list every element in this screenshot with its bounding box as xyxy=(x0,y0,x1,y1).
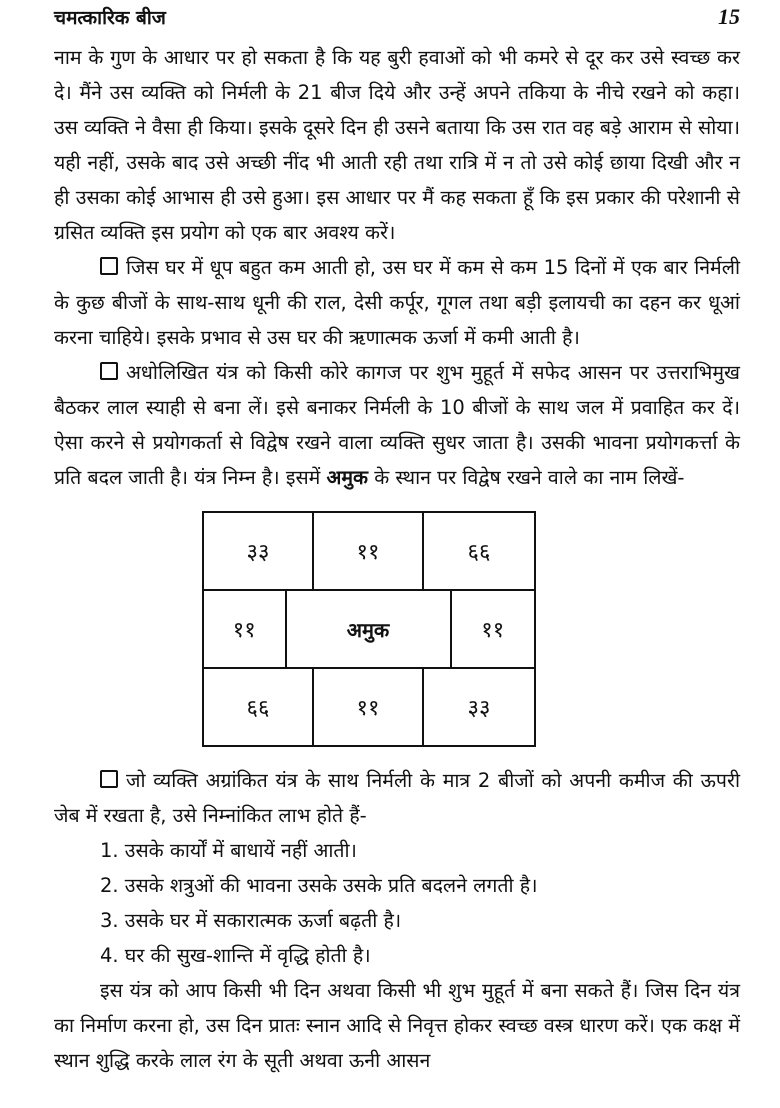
list-item: 4. घर की सुख-शान्ति में वृद्धि होती है। xyxy=(100,944,371,967)
page-header xyxy=(54,0,740,40)
yantra-cell: ११ xyxy=(204,591,287,667)
page-number: 15 xyxy=(718,4,740,29)
yantra-grid xyxy=(202,511,536,747)
yantra-cell: ११ xyxy=(314,513,424,589)
benefits-list xyxy=(54,833,740,973)
yantra-row-3 xyxy=(204,669,534,745)
yantra-cell: ६६ xyxy=(204,669,314,745)
yantra-cell: ११ xyxy=(481,618,505,643)
paragraph-4 xyxy=(54,763,740,833)
list-item: 2. उसके शत्रुओं की भावना उसके उसके प्रति बदलने लगती है। xyxy=(100,874,538,897)
list-item: 3. उसके घर में सकारात्मक ऊर्जा बढ़ती है। xyxy=(100,909,402,932)
yantra-cell: ६६ xyxy=(467,540,491,565)
checkbox-bullet-icon xyxy=(100,770,118,788)
checkbox-bullet-icon xyxy=(100,257,118,275)
yantra-row-1 xyxy=(204,513,534,591)
list-item: 1. उसके कार्यों में बाधायें नहीं आती। xyxy=(100,839,357,862)
paragraph-3-text-before: अधोलिखित यंत्र को किसी कोरे कागज पर शुभ मुहूर्त में सफेद आसन पर उत्तराभिमुख बैठकर लाल स्याही से बना लें। इसे बनाकर निर्मली के 10 बीजों के साथ जल में प्रवाहित कर दें। ऐसा करने से प्रयोगकर्ता से विद्वेष रखने वाला व्यक्ति सुधर जाता है। उसकी भावना प्रयोगकर्त्ता के प्रति बदल जाती है। यंत्र निम्न है। इसमें xyxy=(54,361,740,489)
paragraph-3-text-after: के स्थान पर विद्वेष रखने वाले का नाम लिखें- xyxy=(374,466,685,489)
paragraph-4-text: जो व्यक्ति अग्रांकित यंत्र के साथ निर्मली के मात्र 2 बीजों को अपनी कमीज की ऊपरी जेब में रखता है, उसे निम्नांकित लाभ होते हैं- xyxy=(54,769,740,827)
yantra-cell: ३३ xyxy=(467,696,491,721)
paragraph-5: इस यंत्र को आप किसी भी दिन अथवा किसी भी शुभ मुहूर्त में बना सकते हैं। जिस दिन यंत्र का निर्माण करना हो, उस दिन प्रातः स्नान आदि से निवृत्त होकर स्वच्छ वस्त्र धारण करें। एक कक्ष में स्थान शुद्धि करके लाल रंग के सूती अथवा ऊनी आसन xyxy=(54,979,740,1072)
yantra-cell: ३३ xyxy=(204,513,314,589)
checkbox-bullet-icon xyxy=(100,362,118,380)
paragraph-2-text: जिस घर में धूप बहुत कम आती हो, उस घर में कम से कम 15 दिनों में एक बार निर्मली के कुछ बीजों के साथ-साथ धूनी की राल, देसी कर्पूर, गूगल तथा बड़ी इलायची का दहन कर धूआं करना चाहिये। इसके प्रभाव से उस घर की ऋणात्मक ऊर्जा में कमी आती है। xyxy=(54,256,740,349)
yantra-center-cell: अमुक xyxy=(287,591,452,667)
running-head: चमत्कारिक बीज xyxy=(54,7,166,29)
yantra-row-2 xyxy=(204,591,534,669)
paragraph-3-bold-word: अमुक xyxy=(326,466,369,489)
paragraph-2 xyxy=(54,250,740,355)
yantra-cell: ११ xyxy=(314,669,424,745)
paragraph-1: नाम के गुण के आधार पर हो सकता है कि यह बुरी हवाओं को भी कमरे से दूर कर उसे स्वच्छ कर दे। मैंने उस व्यक्ति को निर्मली के 21 बीज दिये और उन्हें अपने तकिया के नीचे रखने को कहा। उस व्यक्ति ने वैसा ही किया। इसके दूसरे दिन ही उसने बताया कि उस रात वह बड़े आराम से सोया। यही नहीं, उसके बाद उसे अच्छी नींद भी आती रही तथा रात्रि में न तो उसे कोई छाया दिखी और न ही उसका कोई आभास ही उसे हुआ। इस आधार पर मैं कह सकता हूँ कि इस प्रकार की परेशानी से ग्रसित व्यक्ति इस प्रयोग को एक बार अवश्य करें। xyxy=(54,46,740,244)
paragraph-3 xyxy=(54,355,740,495)
